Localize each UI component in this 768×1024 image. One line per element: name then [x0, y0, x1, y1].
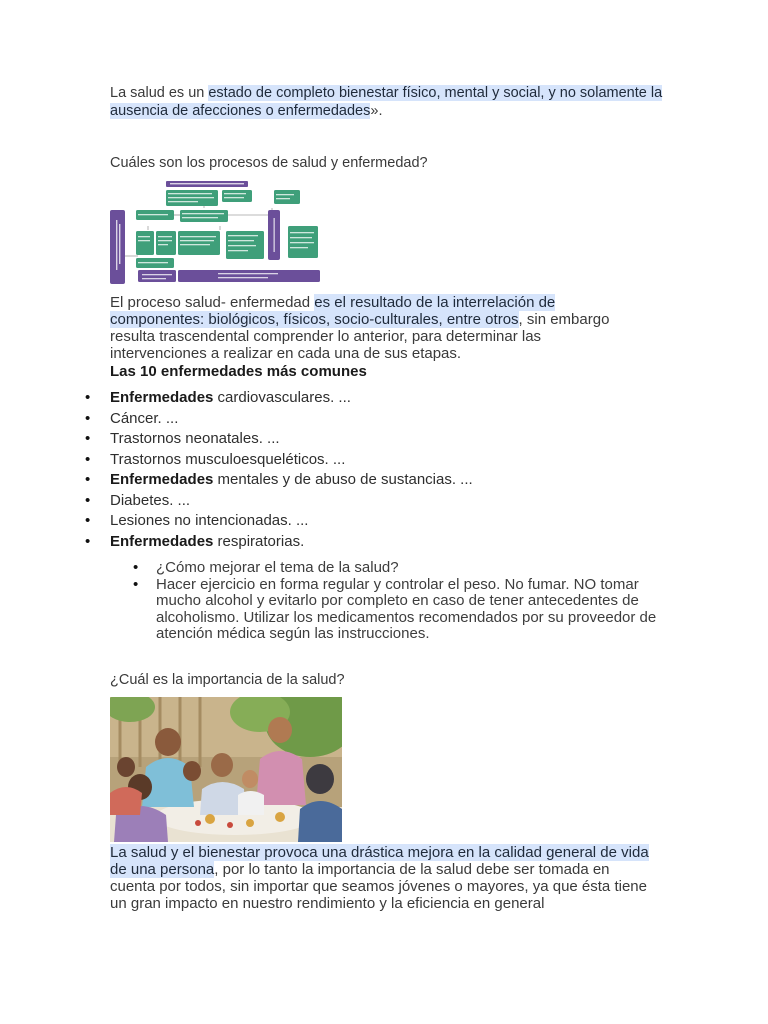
importance-suffix: , por lo tanto la importancia de la salud debe ser tomada en cuenta por todos, sin importar que seamos jóvenes o mayores, ya que ésta tiene un gran impacto en nuestro rendimiento y la eficiencia en general	[110, 861, 647, 912]
tip-advice: • Hacer ejercicio en forma regular y controlar el peso. No fumar. NO tomar mucho alcohol y evitarlo por completo en caso de tener antecedentes de alcoholismo. Utilizar los medicamentos recomendados por su proveedor de atención médica según las instrucciones.	[156, 577, 666, 643]
list-item: • Enfermedades respiratorias.	[110, 532, 630, 553]
list-item: • Trastornos musculoesqueléticos. ...	[110, 450, 630, 471]
list-item: • Cáncer. ...	[110, 409, 630, 430]
list-item: • Diabetes. ...	[110, 491, 630, 512]
intro-paragraph	[110, 84, 670, 120]
diseases-list	[110, 388, 630, 552]
process-highlight: es el resultado de la interrelación de componentes: biológicos, físicos, socio-culturales, entre otros	[110, 294, 556, 328]
intro-prefix: La salud es un	[110, 85, 209, 101]
list-item: • Lesiones no intencionadas. ...	[110, 511, 630, 532]
process-suffix: , sin embargo resulta trascendental comprender lo anterior, para determinar las intervenciones a realizar en cada una de sus etapas.	[110, 311, 610, 362]
process-paragraph	[110, 294, 630, 362]
importance-highlight: La salud y el bienestar provoca una drástica mejora en la calidad general de vida de una persona	[110, 844, 649, 878]
intro-highlight: estado de completo bienestar físico, mental y social, y no solamente la ausencia de afecciones o enfermedades	[110, 85, 663, 119]
list-item: • Trastornos neonatales. ...	[110, 429, 630, 450]
health-tips-list	[156, 560, 666, 643]
diseases-heading: Las 10 enfermedades más comunes	[110, 363, 367, 380]
intro-suffix: ».	[370, 103, 383, 119]
importance-paragraph	[110, 844, 650, 912]
list-item: • Enfermedades cardiovasculares. ...	[110, 388, 630, 409]
tip-question: • ¿Cómo mejorar el tema de la salud?	[156, 560, 666, 577]
question-processes: Cuáles son los procesos de salud y enfermedad?	[110, 155, 428, 171]
process-prefix: El proceso salud- enfermedad	[110, 294, 315, 311]
list-item: • Enfermedades mentales y de abuso de sustancias. ...	[110, 470, 630, 491]
question-importance: ¿Cuál es la importancia de la salud?	[110, 672, 345, 688]
health-disease-process-diagram	[108, 178, 322, 286]
family-dinner-photo	[110, 697, 342, 842]
